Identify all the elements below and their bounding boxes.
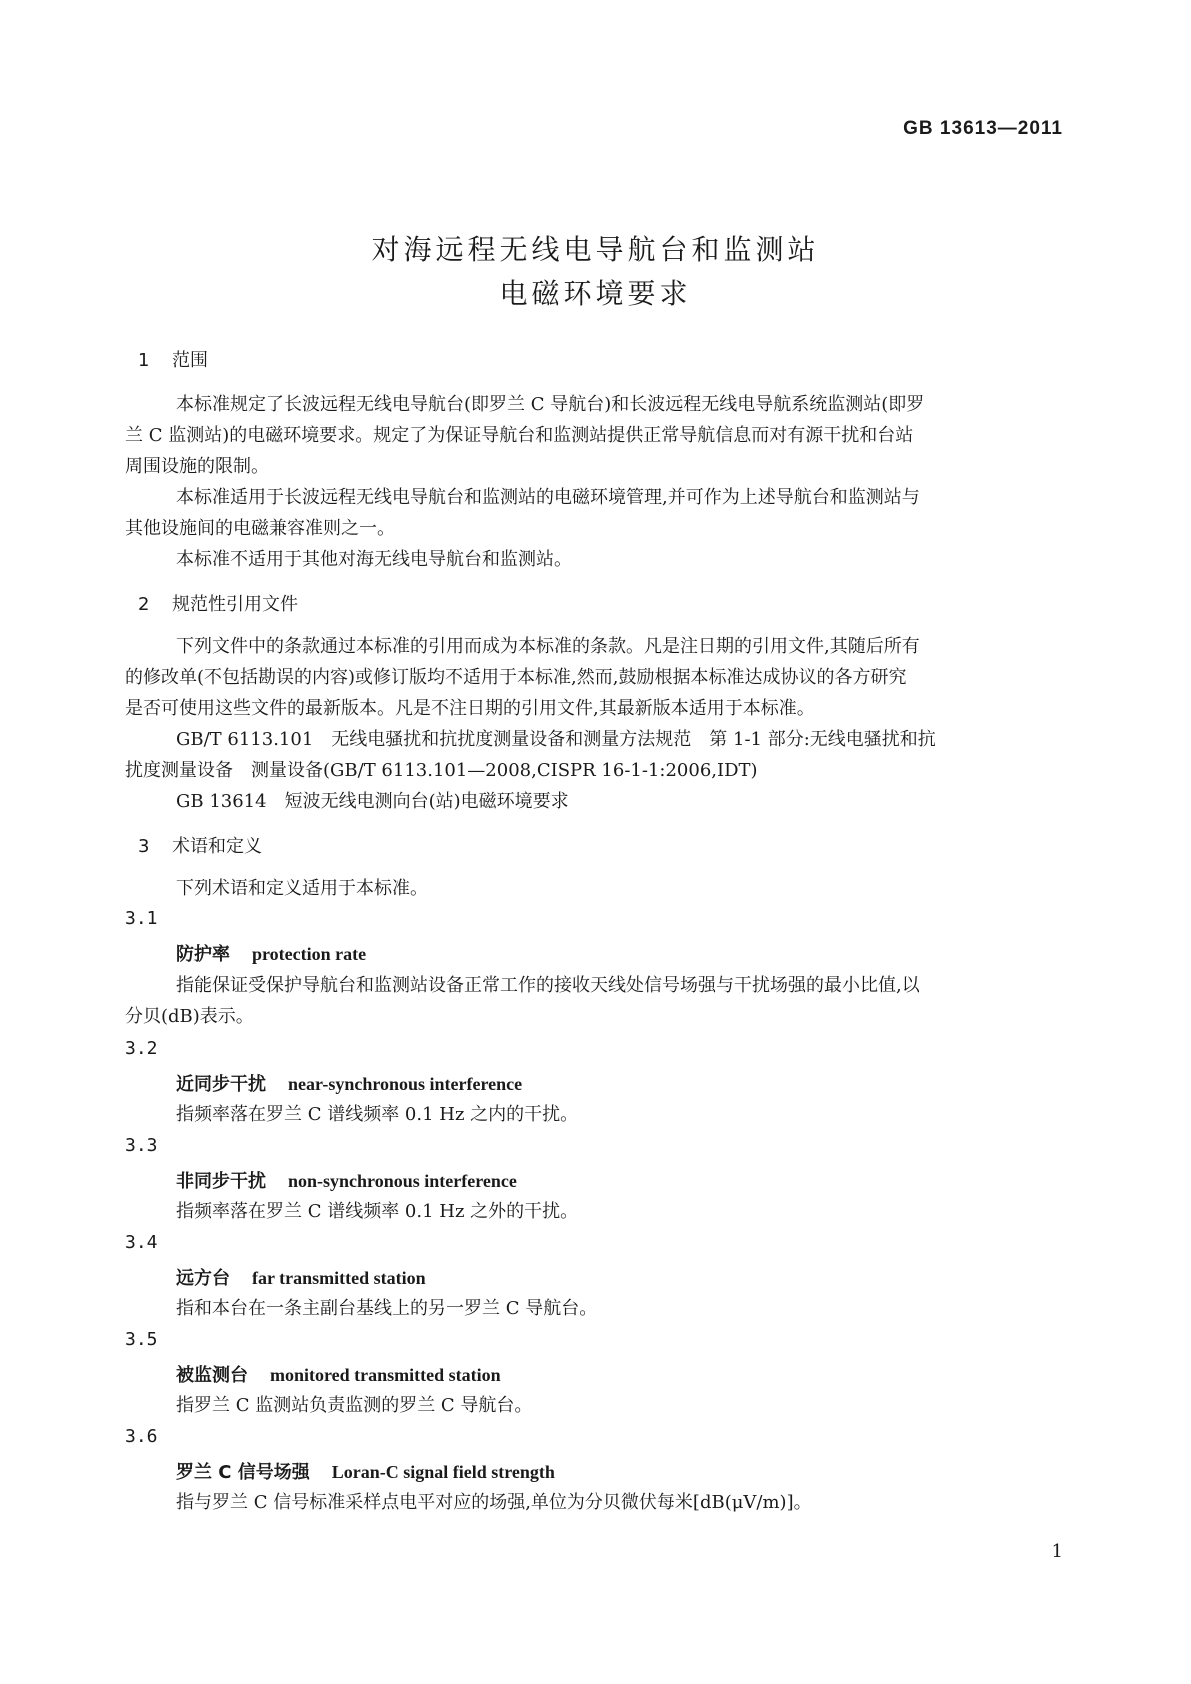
- term-heading: [176, 1458, 555, 1484]
- s2-para1-line1: 下列文件中的条款通过本标准的引用而成为本标准的条款。凡是注日期的引用文件,其随后所有: [176, 636, 920, 657]
- section-1-title: 范围: [172, 350, 208, 371]
- reference-2: GB 13614 短波无线电测向台(站)电磁环境要求: [176, 791, 569, 812]
- term-heading: [176, 940, 366, 966]
- s2-para1-line3: 是否可使用这些文件的最新版本。凡是不注日期的引用文件,其最新版本适用于本标准。: [125, 698, 815, 719]
- term-definition-line1: 指频率落在罗兰 C 谱线频率 0.1 Hz 之外的干扰。: [176, 1201, 579, 1222]
- standard-code: GB 13613—2011: [903, 118, 1063, 139]
- page-number: 1: [1051, 1541, 1063, 1562]
- term-en: far transmitted station: [252, 1268, 426, 1288]
- section-1-number: 1: [138, 350, 150, 371]
- s1-para1-line1: 本标准规定了长波远程无线电导航台(即罗兰 C 导航台)和长波远程无线电导航系统监测站(即罗: [176, 394, 925, 415]
- term-heading: [176, 1070, 522, 1096]
- term-zh: 远方台: [176, 1268, 230, 1289]
- term-number: 3.5: [125, 1329, 158, 1350]
- section-2-heading: [138, 590, 298, 616]
- term-en: monitored transmitted station: [270, 1365, 501, 1385]
- section-2-title: 规范性引用文件: [172, 594, 298, 615]
- section-1-heading: [138, 346, 208, 372]
- term-definition-line1: 指罗兰 C 监测站负责监测的罗兰 C 导航台。: [176, 1395, 533, 1416]
- term-zh: 非同步干扰: [176, 1171, 266, 1192]
- term-heading: [176, 1264, 426, 1290]
- reference-1-line1: GB/T 6113.101 无线电骚扰和抗扰度测量设备和测量方法规范 第 1-1 部分:无线电骚扰和抗: [176, 729, 936, 750]
- term-zh: 防护率: [176, 944, 230, 965]
- term-number: 3.3: [125, 1135, 158, 1156]
- term-zh: 罗兰 C 信号场强: [176, 1462, 310, 1483]
- term-definition-line1: 指频率落在罗兰 C 谱线频率 0.1 Hz 之内的干扰。: [176, 1104, 579, 1125]
- section-3-title: 术语和定义: [172, 836, 262, 857]
- term-heading: [176, 1167, 517, 1193]
- section-3-number: 3: [138, 836, 150, 857]
- term-number: 3.4: [125, 1232, 158, 1253]
- term-number: 3.6: [125, 1426, 158, 1447]
- s1-para1-line3: 周围设施的限制。: [125, 456, 269, 477]
- reference-1-line2: 扰度测量设备 测量设备(GB/T 6113.101—2008,CISPR 16-1-1:2006,IDT): [125, 760, 758, 781]
- term-zh: 近同步干扰: [176, 1074, 266, 1095]
- s1-para3: 本标准不适用于其他对海无线电导航台和监测站。: [176, 549, 572, 570]
- term-en: near-synchronous interference: [288, 1074, 523, 1094]
- term-number: 3.2: [125, 1038, 158, 1059]
- term-definition-line1: 指和本台在一条主副台基线上的另一罗兰 C 导航台。: [176, 1298, 598, 1319]
- s3-intro: 下列术语和定义适用于本标准。: [176, 878, 428, 899]
- s1-para2-line1: 本标准适用于长波远程无线电导航台和监测站的电磁环境管理,并可作为上述导航台和监测站与: [176, 487, 920, 508]
- s1-para2-line2: 其他设施间的电磁兼容准则之一。: [125, 518, 395, 539]
- term-number: 3.1: [125, 908, 158, 929]
- term-definition-line2: 分贝(dB)表示。: [125, 1006, 254, 1027]
- s2-para1-line2: 的修改单(不包括勘误的内容)或修订版均不适用于本标准,然而,鼓励根据本标准达成协议的各方研究: [125, 667, 907, 688]
- section-3-heading: [138, 832, 262, 858]
- s1-para1-line2: 兰 C 监测站)的电磁环境要求。规定了为保证导航台和监测站提供正常导航信息而对有源干扰和台站: [125, 425, 914, 446]
- term-en: Loran-C signal field strength: [331, 1462, 555, 1482]
- term-en: protection rate: [252, 944, 367, 964]
- title-line-1: 对海远程无线电导航台和监测站: [371, 233, 820, 266]
- term-heading: [176, 1361, 501, 1387]
- title-line-2: 电磁环境要求: [499, 277, 692, 310]
- term-en: non-synchronous interference: [288, 1171, 517, 1191]
- term-definition-line1: 指能保证受保护导航台和监测站设备正常工作的接收天线处信号场强与干扰场强的最小比值,以: [176, 975, 920, 996]
- term-definition-line1: 指与罗兰 C 信号标准采样点电平对应的场强,单位为分贝微伏每米[dB(μV/m)]。: [176, 1492, 812, 1513]
- section-2-number: 2: [138, 594, 150, 615]
- term-zh: 被监测台: [176, 1365, 248, 1386]
